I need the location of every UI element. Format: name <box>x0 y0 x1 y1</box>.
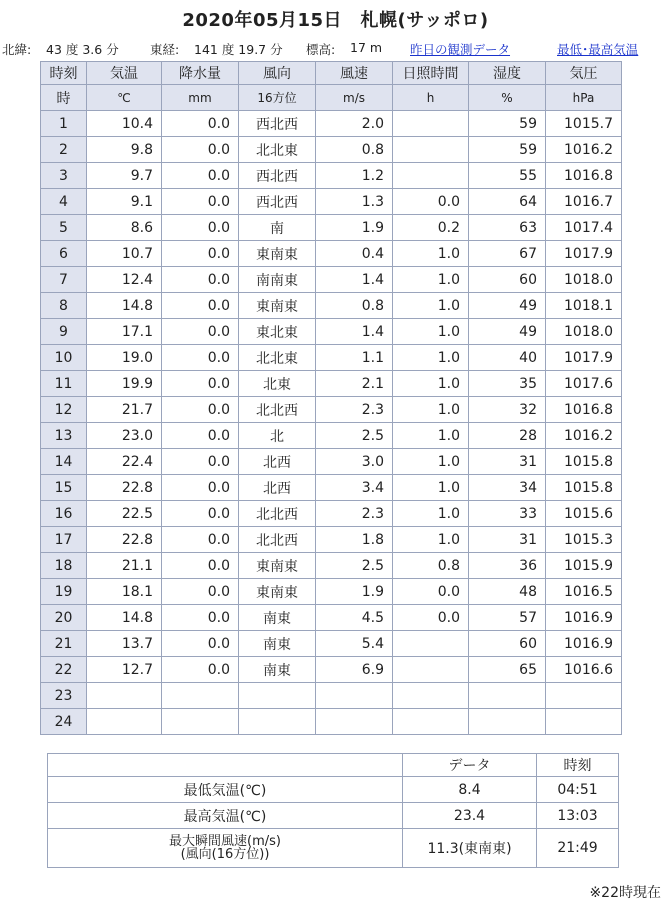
cell-temperature: 13.7 <box>87 631 162 657</box>
cell-wind-speed: 1.8 <box>316 527 393 553</box>
cell-temperature: 21.7 <box>87 397 162 423</box>
summary-value: 11.3(東南東) <box>403 829 537 868</box>
cell-hour: 16 <box>41 501 87 527</box>
cell-humidity: 49 <box>469 293 546 319</box>
elevation-value: 17 m <box>350 40 383 55</box>
cell-precipitation: 0.0 <box>162 657 239 683</box>
table-row <box>41 449 622 475</box>
cell-humidity: 55 <box>469 163 546 189</box>
table-row <box>41 501 622 527</box>
table-row <box>41 371 622 397</box>
cell-sunshine <box>393 137 469 163</box>
cell-wind-speed: 1.3 <box>316 189 393 215</box>
cell-temperature: 22.8 <box>87 475 162 501</box>
cell-sunshine: 1.0 <box>393 397 469 423</box>
header-row <box>41 62 622 85</box>
cell-hour: 17 <box>41 527 87 553</box>
cell-hour: 9 <box>41 319 87 345</box>
summary-row <box>48 803 619 829</box>
cell-wind-direction: 北西 <box>239 475 316 501</box>
cell-pressure: 1018.0 <box>546 319 622 345</box>
summary-label-line2: (風向(16方位)) <box>180 847 270 862</box>
summary-time: 21:49 <box>537 829 619 868</box>
cell-humidity: 32 <box>469 397 546 423</box>
unit-precipitation: mm <box>162 85 239 111</box>
cell-temperature <box>87 683 162 709</box>
cell-wind-speed: 1.9 <box>316 215 393 241</box>
cell-precipitation: 0.0 <box>162 319 239 345</box>
cell-pressure: 1017.6 <box>546 371 622 397</box>
cell-humidity <box>469 709 546 735</box>
table-row <box>41 293 622 319</box>
header-humidity: 湿度 <box>469 62 546 85</box>
table-row <box>41 215 622 241</box>
cell-wind-speed: 4.5 <box>316 605 393 631</box>
cell-pressure: 1016.5 <box>546 579 622 605</box>
cell-pressure <box>546 683 622 709</box>
summary-header-row <box>48 754 619 777</box>
summary-time: 13:03 <box>537 803 619 829</box>
latitude-label: 北緯: <box>2 42 32 57</box>
table-row <box>41 657 622 683</box>
table-row <box>41 163 622 189</box>
cell-wind-direction: 北北西 <box>239 527 316 553</box>
unit-wind-direction: 16方位 <box>239 85 316 111</box>
cell-wind-direction: 南東 <box>239 605 316 631</box>
unit-sunshine: h <box>393 85 469 111</box>
table-row <box>41 683 622 709</box>
cell-humidity: 57 <box>469 605 546 631</box>
cell-temperature: 17.1 <box>87 319 162 345</box>
cell-wind-direction: 西北西 <box>239 189 316 215</box>
cell-wind-direction: 北 <box>239 423 316 449</box>
cell-wind-direction: 北北西 <box>239 501 316 527</box>
cell-temperature: 9.1 <box>87 189 162 215</box>
cell-pressure: 1017.4 <box>546 215 622 241</box>
cell-precipitation: 0.0 <box>162 449 239 475</box>
summary-label: 最低気温(℃) <box>48 777 403 803</box>
table-row <box>41 631 622 657</box>
cell-wind-direction: 南東 <box>239 657 316 683</box>
cell-pressure: 1016.9 <box>546 631 622 657</box>
cell-precipitation: 0.0 <box>162 397 239 423</box>
cell-temperature: 12.7 <box>87 657 162 683</box>
cell-wind-speed: 6.9 <box>316 657 393 683</box>
cell-temperature: 22.8 <box>87 527 162 553</box>
cell-wind-speed <box>316 709 393 735</box>
summary-label <box>48 829 403 868</box>
header-wind-direction: 風向 <box>239 62 316 85</box>
table-row <box>41 397 622 423</box>
table-row <box>41 137 622 163</box>
cell-wind-speed <box>316 683 393 709</box>
cell-humidity: 31 <box>469 449 546 475</box>
cell-sunshine: 1.0 <box>393 267 469 293</box>
summary-header-blank <box>48 754 403 777</box>
cell-wind-speed: 2.5 <box>316 423 393 449</box>
cell-pressure: 1015.3 <box>546 527 622 553</box>
cell-hour: 8 <box>41 293 87 319</box>
cell-temperature: 9.8 <box>87 137 162 163</box>
cell-humidity: 49 <box>469 319 546 345</box>
cell-humidity: 65 <box>469 657 546 683</box>
summary-row <box>48 777 619 803</box>
table-row <box>41 319 622 345</box>
longitude-label: 東経: <box>150 42 180 57</box>
cell-wind-direction: 東北東 <box>239 319 316 345</box>
cell-hour: 5 <box>41 215 87 241</box>
cell-humidity: 60 <box>469 267 546 293</box>
cell-temperature: 19.0 <box>87 345 162 371</box>
summary-header-data: データ <box>403 754 537 777</box>
cell-humidity: 35 <box>469 371 546 397</box>
cell-temperature: 23.0 <box>87 423 162 449</box>
cell-sunshine: 0.0 <box>393 605 469 631</box>
cell-humidity: 34 <box>469 475 546 501</box>
header-sunshine: 日照時間 <box>393 62 469 85</box>
cell-sunshine: 1.0 <box>393 449 469 475</box>
cell-hour: 14 <box>41 449 87 475</box>
cell-temperature <box>87 709 162 735</box>
cell-precipitation <box>162 683 239 709</box>
cell-sunshine: 1.0 <box>393 345 469 371</box>
cell-hour: 18 <box>41 553 87 579</box>
cell-humidity: 59 <box>469 137 546 163</box>
cell-sunshine: 0.8 <box>393 553 469 579</box>
table-row <box>41 189 622 215</box>
cell-hour: 11 <box>41 371 87 397</box>
cell-pressure: 1016.9 <box>546 605 622 631</box>
cell-hour: 20 <box>41 605 87 631</box>
cell-hour: 15 <box>41 475 87 501</box>
cell-precipitation: 0.0 <box>162 137 239 163</box>
cell-wind-speed: 2.3 <box>316 397 393 423</box>
cell-hour: 7 <box>41 267 87 293</box>
header-hour: 時刻 <box>41 62 87 85</box>
cell-wind-speed: 2.1 <box>316 371 393 397</box>
cell-pressure: 1016.2 <box>546 423 622 449</box>
unit-wind-speed: m/s <box>316 85 393 111</box>
cell-precipitation: 0.0 <box>162 527 239 553</box>
cell-sunshine: 1.0 <box>393 293 469 319</box>
cell-sunshine <box>393 163 469 189</box>
cell-sunshine: 1.0 <box>393 319 469 345</box>
cell-temperature: 12.4 <box>87 267 162 293</box>
cell-sunshine <box>393 683 469 709</box>
cell-sunshine: 1.0 <box>393 475 469 501</box>
cell-hour: 6 <box>41 241 87 267</box>
cell-pressure: 1018.0 <box>546 267 622 293</box>
cell-precipitation: 0.0 <box>162 501 239 527</box>
cell-wind-direction: 東南東 <box>239 241 316 267</box>
cell-sunshine: 1.0 <box>393 371 469 397</box>
cell-hour: 19 <box>41 579 87 605</box>
cell-pressure: 1015.8 <box>546 475 622 501</box>
cell-wind-speed: 2.5 <box>316 553 393 579</box>
cell-wind-speed: 2.0 <box>316 111 393 137</box>
cell-temperature: 8.6 <box>87 215 162 241</box>
summary-value: 23.4 <box>403 803 537 829</box>
cell-humidity: 28 <box>469 423 546 449</box>
cell-hour: 3 <box>41 163 87 189</box>
cell-wind-speed: 3.0 <box>316 449 393 475</box>
table-row <box>41 111 622 137</box>
cell-precipitation: 0.0 <box>162 475 239 501</box>
cell-wind-speed: 5.4 <box>316 631 393 657</box>
cell-hour: 1 <box>41 111 87 137</box>
cell-precipitation: 0.0 <box>162 215 239 241</box>
cell-pressure: 1015.7 <box>546 111 622 137</box>
latitude-value: 43 度 3.6 分 <box>46 42 119 57</box>
cell-wind-direction <box>239 709 316 735</box>
cell-temperature: 9.7 <box>87 163 162 189</box>
cell-pressure: 1016.8 <box>546 397 622 423</box>
cell-sunshine: 1.0 <box>393 241 469 267</box>
cell-humidity: 40 <box>469 345 546 371</box>
cell-wind-direction: 北北東 <box>239 345 316 371</box>
cell-temperature: 18.1 <box>87 579 162 605</box>
cell-sunshine <box>393 657 469 683</box>
cell-precipitation: 0.0 <box>162 605 239 631</box>
cell-wind-speed: 0.8 <box>316 137 393 163</box>
table-row <box>41 267 622 293</box>
cell-precipitation: 0.0 <box>162 631 239 657</box>
yesterday-data-link[interactable]: 昨日の観測データ <box>410 42 511 57</box>
cell-pressure <box>546 709 622 735</box>
summary-row <box>48 829 619 868</box>
cell-wind-speed: 2.3 <box>316 501 393 527</box>
summary-label-line1: 最大瞬間風速(m/s) <box>169 834 281 849</box>
table-row <box>41 709 622 735</box>
cell-hour: 2 <box>41 137 87 163</box>
cell-wind-direction: 南東 <box>239 631 316 657</box>
cell-hour: 4 <box>41 189 87 215</box>
cell-wind-direction: 東南東 <box>239 579 316 605</box>
cell-pressure: 1018.1 <box>546 293 622 319</box>
cell-hour: 21 <box>41 631 87 657</box>
cell-sunshine: 0.2 <box>393 215 469 241</box>
cell-pressure: 1015.9 <box>546 553 622 579</box>
cell-humidity: 36 <box>469 553 546 579</box>
cell-wind-speed: 0.4 <box>316 241 393 267</box>
cell-wind-direction: 東南東 <box>239 553 316 579</box>
cell-temperature: 22.4 <box>87 449 162 475</box>
table-row <box>41 475 622 501</box>
cell-wind-direction: 北北東 <box>239 137 316 163</box>
unit-pressure: hPa <box>546 85 622 111</box>
cell-sunshine: 0.0 <box>393 189 469 215</box>
cell-hour: 24 <box>41 709 87 735</box>
page-title: 2020年05月15日 札幌(サッポロ) <box>182 10 489 31</box>
cell-temperature: 22.5 <box>87 501 162 527</box>
cell-wind-direction: 西北西 <box>239 111 316 137</box>
cell-pressure: 1016.2 <box>546 137 622 163</box>
table-row <box>41 553 622 579</box>
header-precipitation: 降水量 <box>162 62 239 85</box>
header-temperature: 気温 <box>87 62 162 85</box>
cell-pressure: 1015.8 <box>546 449 622 475</box>
unit-row <box>41 85 622 111</box>
cell-wind-direction: 北北西 <box>239 397 316 423</box>
unit-hour: 時 <box>41 85 87 111</box>
cell-precipitation: 0.0 <box>162 163 239 189</box>
cell-pressure: 1016.8 <box>546 163 622 189</box>
cell-temperature: 14.8 <box>87 293 162 319</box>
cell-sunshine: 0.0 <box>393 579 469 605</box>
cell-precipitation: 0.0 <box>162 371 239 397</box>
cell-hour: 12 <box>41 397 87 423</box>
cell-precipitation: 0.0 <box>162 579 239 605</box>
cell-sunshine <box>393 709 469 735</box>
cell-temperature: 10.7 <box>87 241 162 267</box>
summary-header-time: 時刻 <box>537 754 619 777</box>
longitude-value: 141 度 19.7 分 <box>194 42 283 57</box>
summary-value: 8.4 <box>403 777 537 803</box>
cell-humidity <box>469 683 546 709</box>
cell-sunshine <box>393 111 469 137</box>
cell-temperature: 10.4 <box>87 111 162 137</box>
header-wind-speed: 風速 <box>316 62 393 85</box>
summary-time: 04:51 <box>537 777 619 803</box>
cell-wind-speed: 3.4 <box>316 475 393 501</box>
cell-pressure: 1016.7 <box>546 189 622 215</box>
cell-wind-direction: 南南東 <box>239 267 316 293</box>
cell-sunshine: 1.0 <box>393 527 469 553</box>
table-row <box>41 345 622 371</box>
cell-humidity: 48 <box>469 579 546 605</box>
summary-label: 最高気温(℃) <box>48 803 403 829</box>
cell-sunshine: 1.0 <box>393 501 469 527</box>
cell-precipitation: 0.0 <box>162 241 239 267</box>
cell-hour: 22 <box>41 657 87 683</box>
cell-wind-speed: 0.8 <box>316 293 393 319</box>
cell-wind-direction: 北西 <box>239 449 316 475</box>
cell-wind-direction: 南 <box>239 215 316 241</box>
table-row <box>41 527 622 553</box>
unit-temperature: ℃ <box>87 85 162 111</box>
cell-precipitation: 0.0 <box>162 189 239 215</box>
daily-summary-table <box>47 753 619 868</box>
cell-hour: 23 <box>41 683 87 709</box>
cell-precipitation: 0.0 <box>162 293 239 319</box>
cell-humidity: 59 <box>469 111 546 137</box>
cell-precipitation: 0.0 <box>162 111 239 137</box>
cell-wind-direction: 北東 <box>239 371 316 397</box>
cell-wind-direction: 西北西 <box>239 163 316 189</box>
cell-humidity: 31 <box>469 527 546 553</box>
cell-humidity: 63 <box>469 215 546 241</box>
cell-pressure: 1017.9 <box>546 241 622 267</box>
cell-sunshine <box>393 631 469 657</box>
timestamp-note: ※22時現在 <box>589 885 661 901</box>
cell-precipitation: 0.0 <box>162 423 239 449</box>
cell-precipitation: 0.0 <box>162 345 239 371</box>
cell-wind-speed: 1.4 <box>316 267 393 293</box>
cell-hour: 10 <box>41 345 87 371</box>
min-max-temp-link[interactable]: 最低･最高気温 <box>557 42 639 57</box>
unit-humidity: % <box>469 85 546 111</box>
cell-wind-speed: 1.1 <box>316 345 393 371</box>
cell-sunshine: 1.0 <box>393 423 469 449</box>
cell-humidity: 64 <box>469 189 546 215</box>
table-row <box>41 579 622 605</box>
cell-temperature: 21.1 <box>87 553 162 579</box>
cell-precipitation: 0.0 <box>162 553 239 579</box>
elevation-label: 標高: <box>306 42 336 57</box>
cell-temperature: 14.8 <box>87 605 162 631</box>
summary-label-text <box>48 835 402 861</box>
cell-humidity: 67 <box>469 241 546 267</box>
cell-pressure: 1016.6 <box>546 657 622 683</box>
cell-wind-speed: 1.4 <box>316 319 393 345</box>
table-row <box>41 605 622 631</box>
cell-hour: 13 <box>41 423 87 449</box>
cell-pressure: 1015.6 <box>546 501 622 527</box>
cell-wind-speed: 1.9 <box>316 579 393 605</box>
cell-humidity: 33 <box>469 501 546 527</box>
cell-wind-speed: 1.2 <box>316 163 393 189</box>
cell-pressure: 1017.9 <box>546 345 622 371</box>
cell-wind-direction: 東南東 <box>239 293 316 319</box>
header-pressure: 気圧 <box>546 62 622 85</box>
cell-wind-direction <box>239 683 316 709</box>
hourly-observation-table <box>40 61 622 735</box>
table-row <box>41 241 622 267</box>
table-row <box>41 423 622 449</box>
cell-humidity: 60 <box>469 631 546 657</box>
cell-precipitation: 0.0 <box>162 267 239 293</box>
cell-temperature: 19.9 <box>87 371 162 397</box>
cell-precipitation <box>162 709 239 735</box>
